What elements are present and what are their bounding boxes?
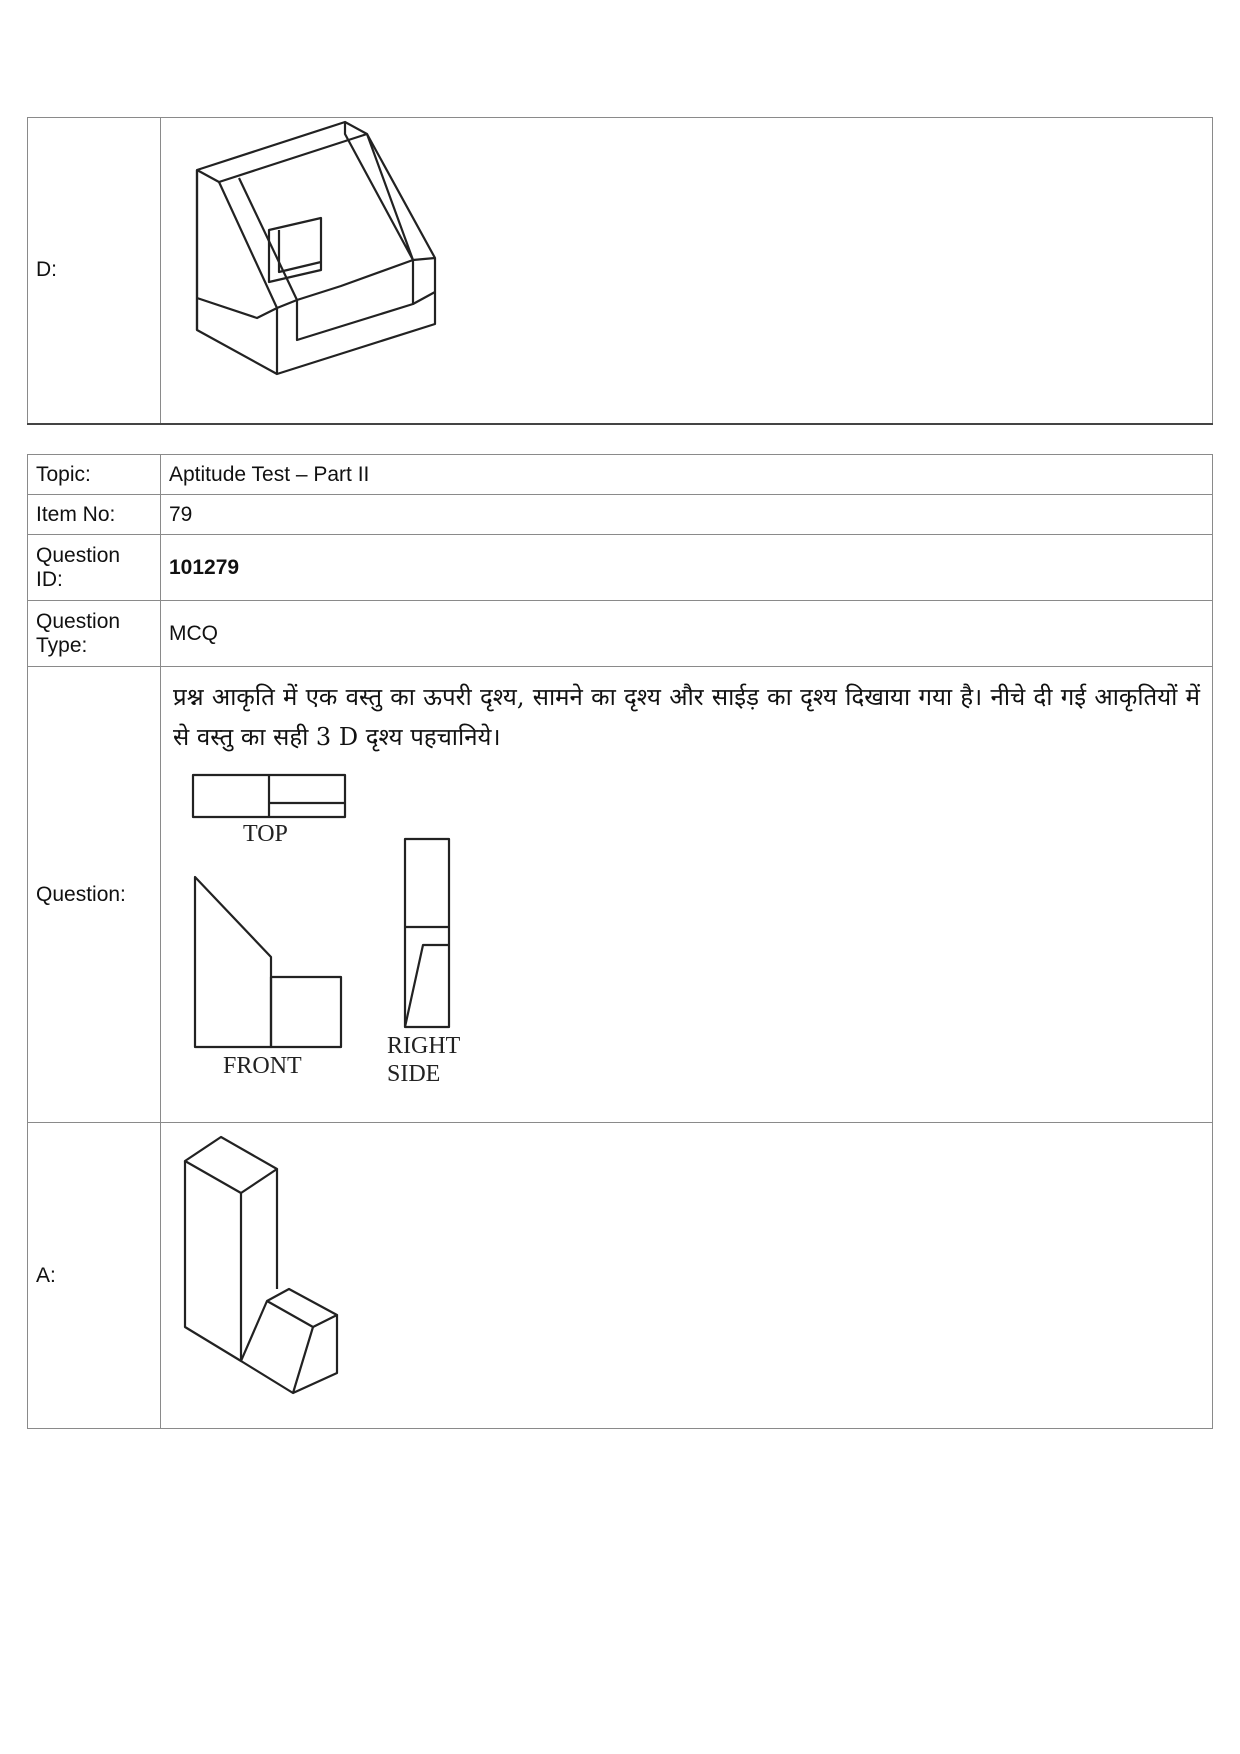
question-type-label: Question Type: xyxy=(28,601,161,667)
option-d-table xyxy=(27,117,1213,425)
question-type-row xyxy=(28,601,1213,667)
item-no-value: 79 xyxy=(161,495,1213,535)
question-text: प्रश्न आकृति में एक वस्तु का ऊपरी दृश्य, सामने का दृश्य और साईड़ का दृश्य दिखाया गया है। नीचे दी गई आकृतियों में से वस्तु का सही 3 D दृश्य पहचानिये। xyxy=(173,683,1200,751)
question-type-value: MCQ xyxy=(161,601,1213,667)
question-content-cell xyxy=(161,667,1213,1123)
front-view-label: FRONT xyxy=(223,1053,302,1079)
right-view-label-line1: RIGHT xyxy=(387,1033,461,1059)
question-label: Question: xyxy=(28,667,161,1123)
question-id-value: 101279 xyxy=(161,535,1213,601)
front-view-outline xyxy=(195,877,271,1047)
item-no-label: Item No: xyxy=(28,495,161,535)
topic-label: Topic: xyxy=(28,455,161,495)
right-view-label-line2: SIDE xyxy=(387,1061,441,1087)
topic-row xyxy=(28,455,1213,495)
option-a-row xyxy=(28,1123,1213,1429)
item-no-row xyxy=(28,495,1213,535)
question-id-label: Question ID: xyxy=(28,535,161,601)
option-d-label: D: xyxy=(28,118,161,424)
top-view-label: TOP xyxy=(243,821,288,847)
option-d-figure-cell xyxy=(161,118,1213,424)
option-a-label: A: xyxy=(28,1123,161,1429)
question-id-row xyxy=(28,535,1213,601)
orthographic-views-figure xyxy=(183,759,483,1103)
option-d-figure xyxy=(177,120,447,420)
option-a-figure xyxy=(175,1131,345,1421)
option-a-figure-cell xyxy=(161,1123,1213,1429)
question-row xyxy=(28,667,1213,1123)
topic-value: Aptitude Test – Part II xyxy=(161,455,1213,495)
question-details-table xyxy=(27,454,1213,1429)
